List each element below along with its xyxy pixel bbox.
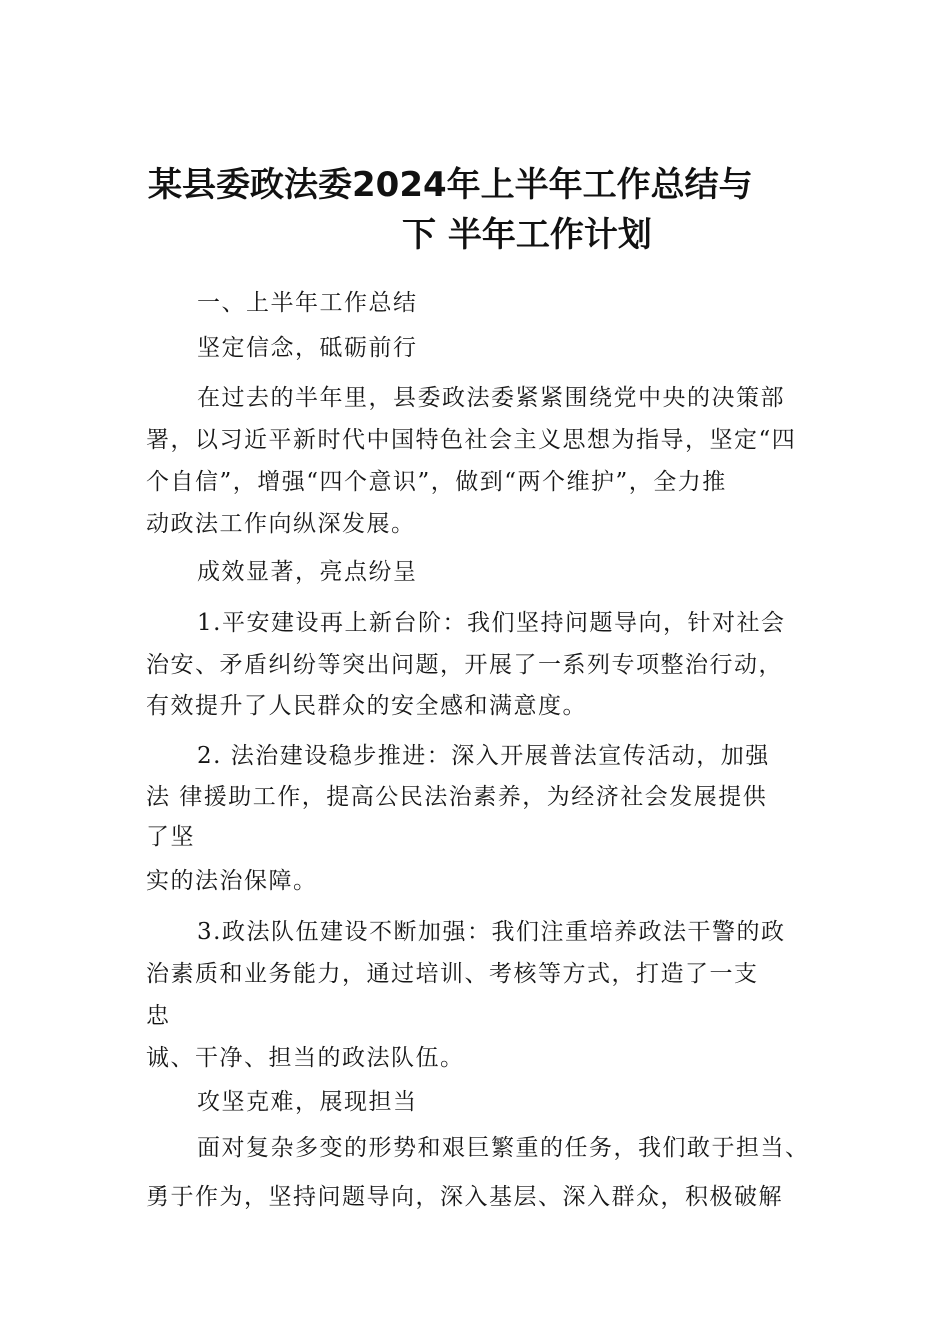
subheading: 成效显著，亮点纷呈 [197, 559, 418, 585]
paragraph-line: 忠 [146, 1003, 171, 1029]
document-title-line-2: 下 半年工作计划 [402, 215, 652, 255]
paragraph-line: 治素质和业务能力，通过培训、考核等方式，打造了一支 [146, 961, 759, 987]
paragraph-line: 治安、矛盾纠纷等突出问题，开展了一系列专项整治行动， [146, 652, 783, 678]
paragraph-line: 3.政法队伍建设不断加强：我们注重培养政法干警的政 [197, 919, 786, 945]
document-title-line-1: 某县委政法委2024年上半年工作总结与 [148, 165, 753, 205]
paragraph-line: 面对复杂多变的形势和艰巨繁重的任务，我们敢于担当、 [197, 1135, 810, 1161]
paragraph-line: 有效提升了人民群众的安全感和满意度。 [146, 693, 587, 719]
paragraph-line: 法 律援助工作，提高公民法治素养，为经济社会发展提供 [146, 784, 768, 810]
paragraph-line: 诚、干净、担当的政法队伍。 [146, 1045, 465, 1071]
paragraph-line: 2. 法治建设稳步推进：深入开展普法宣传活动，加强 [197, 743, 770, 769]
paragraph-line: 署，以习近平新时代中国特色社会主义思想为指导，坚定“四 [146, 427, 797, 453]
paragraph-line: 实的法治保障。 [146, 868, 318, 894]
subheading: 坚定信念，砥砺前行 [197, 335, 418, 361]
paragraph-line: 勇于作为，坚持问题导向，深入基层、深入群众，积极破解 [146, 1184, 783, 1210]
subheading: 攻坚克难，展现担当 [197, 1089, 418, 1115]
paragraph-line: 在过去的半年里，县委政法委紧紧围绕党中央的决策部 [197, 385, 785, 411]
paragraph-line: 1.平安建设再上新台阶：我们坚持问题导向，针对社会 [197, 610, 786, 636]
paragraph-line: 了坚 [146, 824, 195, 850]
section-heading: 一、上半年工作总结 [197, 290, 418, 316]
paragraph-line: 个自信”，增强“四个意识”，做到“两个维护”，全力推 [146, 469, 727, 495]
paragraph-line: 动政法工作向纵深发展。 [146, 511, 416, 537]
